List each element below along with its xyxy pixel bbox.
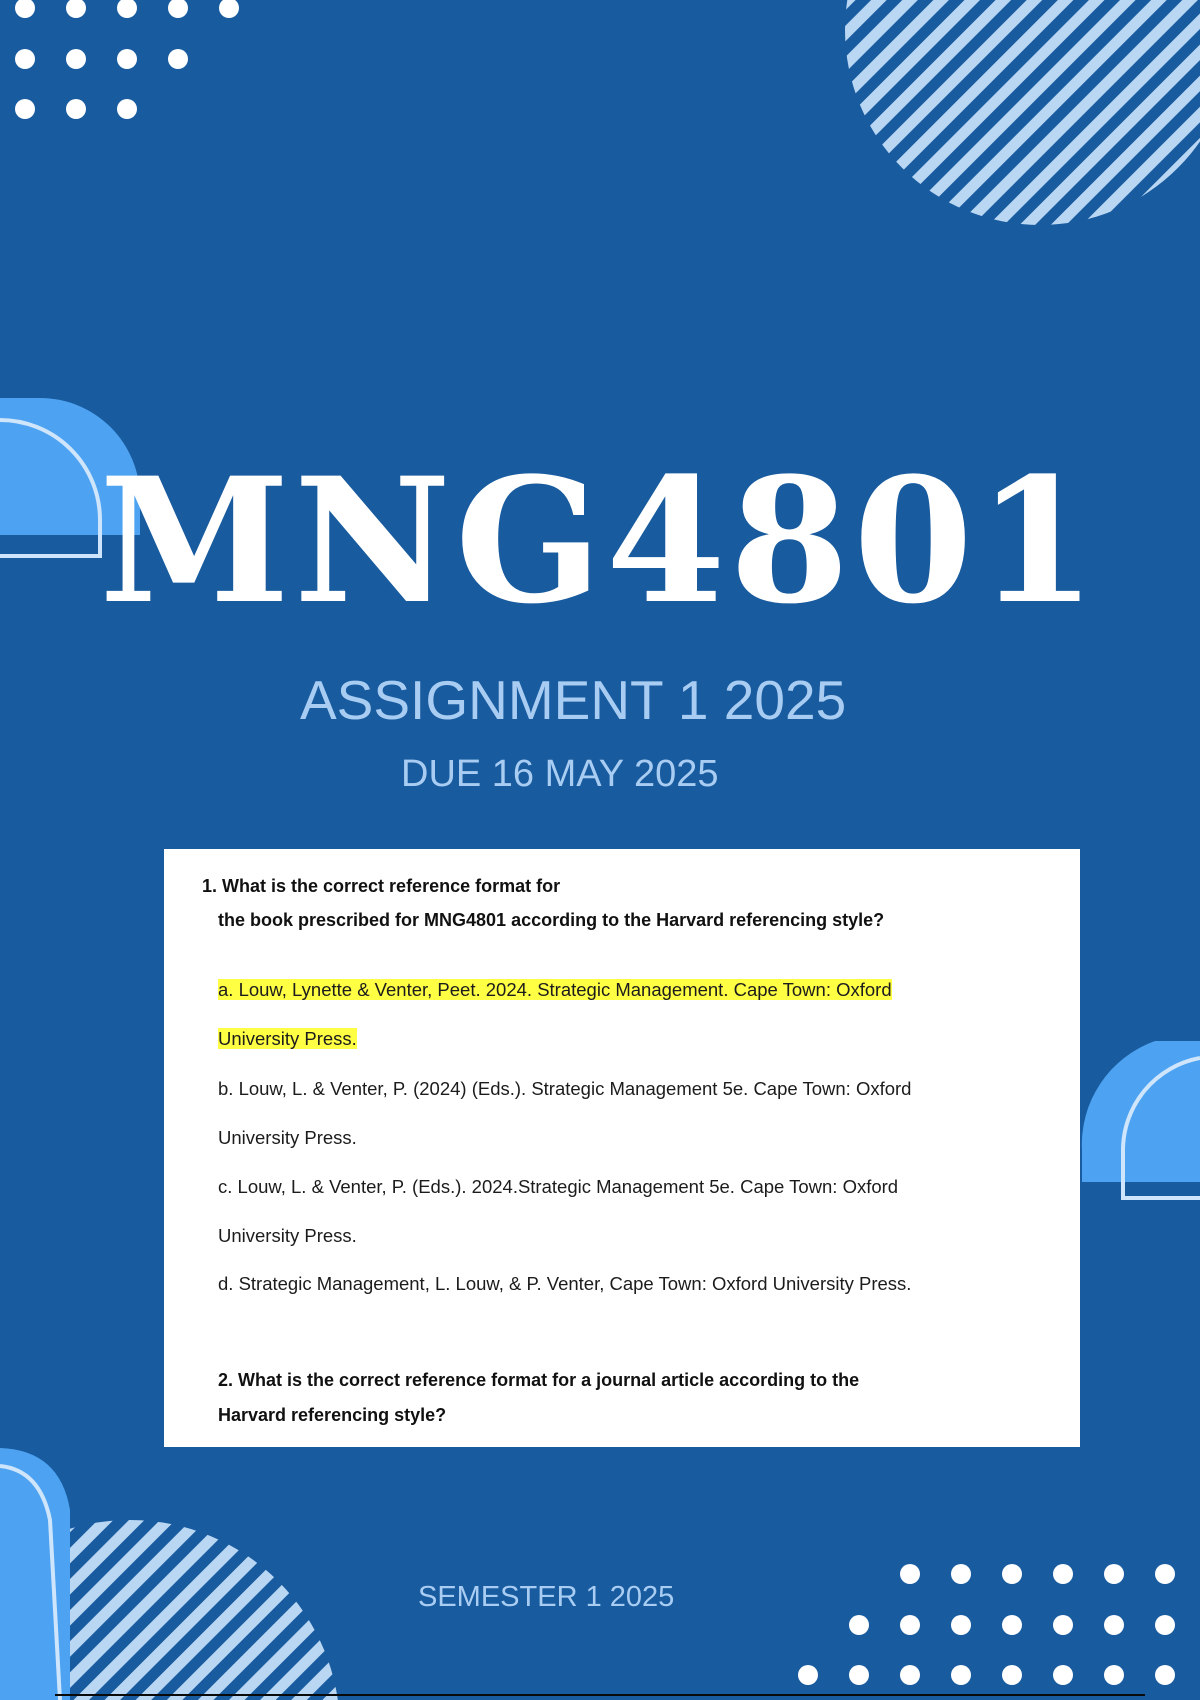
option-a-highlight-2: University Press. [218, 1028, 357, 1049]
option-a-line-2 [218, 1028, 357, 1050]
question-1-line-2: the book prescribed for MNG4801 according to the Harvard referencing style? [218, 910, 885, 930]
semester-label: SEMESTER 1 2025 [418, 1581, 675, 1613]
question-card [164, 849, 1080, 1447]
option-c-line-2: University Press. [218, 1225, 357, 1246]
option-a-highlight: a. Louw, Lynette & Venter, Peet. 2024. Strategic Management. Cape Town: Oxford [218, 979, 892, 1000]
question-2-line-2: Harvard referencing style? [218, 1405, 447, 1425]
question-2-line-1: 2. What is the correct reference format for a journal article according to the [218, 1370, 860, 1390]
due-date: DUE 16 MAY 2025 [401, 753, 719, 795]
option-c-line-1: c. Louw, L. & Venter, P. (Eds.). 2024.Strategic Management 5e. Cape Town: Oxford [218, 1176, 899, 1197]
assignment-title: ASSIGNMENT 1 2025 [300, 669, 847, 731]
striped-circle-top-right [820, 0, 1200, 230]
option-d-line-1: d. Strategic Management, L. Louw, & P. Venter, Cape Town: Oxford University Press. [218, 1273, 912, 1294]
course-code-title: MNG4801 [99, 439, 1101, 642]
bottom-divider [55, 1694, 1145, 1696]
option-a-line-1 [218, 979, 892, 1001]
dots-bottom-right [798, 1564, 1175, 1685]
option-b-line-2: University Press. [218, 1127, 357, 1148]
dots-top-left [15, 0, 239, 119]
question-1-line-1: 1. What is the correct reference format for [202, 876, 561, 896]
option-b-line-1: b. Louw, L. & Venter, P. (2024) (Eds.). Strategic Management 5e. Cape Town: Oxford [218, 1078, 912, 1099]
